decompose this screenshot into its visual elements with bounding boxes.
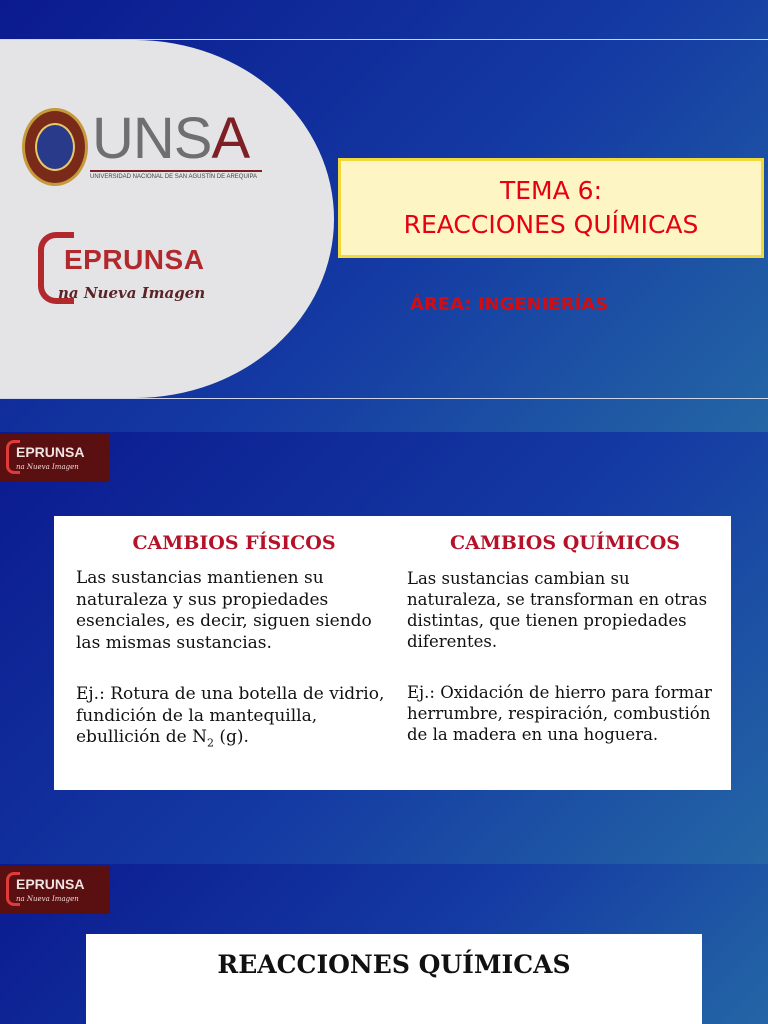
slide-chemical-reactions <box>0 864 768 1024</box>
mini-logo-name: EPRUNSA <box>16 444 85 460</box>
chemical-changes-description: Las sustancias cambian su naturaleza, se transforman en otras distintas, que tienen propiedades diferentes. <box>407 569 708 651</box>
chemical-changes-column <box>407 532 723 745</box>
physical-changes-example: Ej.: Rotura de una botella de vidrio, fundición de la mantequilla, ebullición de $N_2$ (g). <box>76 684 385 750</box>
physical-changes-heading: CAMBIOS FÍSICOS <box>132 532 336 554</box>
area-label: ÁREA: INGENIERÍAS <box>410 294 609 315</box>
physical-changes-column <box>76 532 392 754</box>
unsa-logo-text: UNSA <box>92 106 250 171</box>
chemical-changes-heading: CAMBIOS QUÍMICOS <box>449 532 681 554</box>
slide-changes-comparison <box>0 432 768 864</box>
reactions-heading: REACCIONES QUÍMICAS <box>217 950 571 979</box>
mini-logo-tagline: na Nueva Imagen <box>16 895 79 903</box>
logo-panel <box>0 40 334 398</box>
physical-changes-description: Las sustancias mantienen su naturaleza y sus propiedades esenciales, es decir, siguen siendo las mismas sustancias. <box>76 568 372 653</box>
comparison-card <box>54 516 731 790</box>
ceprunsa-tagline: na Nueva Imagen <box>58 284 206 302</box>
ceprunsa-name: EPRUNSA <box>64 244 205 275</box>
ceprunsa-mini-logo <box>0 434 110 482</box>
ceprunsa-mini-logo <box>0 866 110 914</box>
unsa-seal-icon <box>22 108 88 186</box>
mini-logo-name: EPRUNSA <box>16 876 85 892</box>
topic-number: TEMA 6: <box>499 176 602 205</box>
chemical-changes-example: Ej.: Oxidación de hierro para formar herrumbre, respiración, combustión de la madera en una hoguera. <box>407 683 712 744</box>
reactions-card <box>86 934 702 1024</box>
unsa-logo-subtitle: UNIVERSIDAD NACIONAL DE SAN AGUSTÍN DE AREQUIPA <box>90 170 262 180</box>
topic-name: REACCIONES QUÍMICAS <box>403 210 699 239</box>
slide-title <box>0 0 768 432</box>
bottom-divider <box>0 398 768 399</box>
mini-logo-tagline: na Nueva Imagen <box>16 463 79 471</box>
topic-title-box <box>338 158 764 258</box>
ceprunsa-logo <box>38 232 258 310</box>
